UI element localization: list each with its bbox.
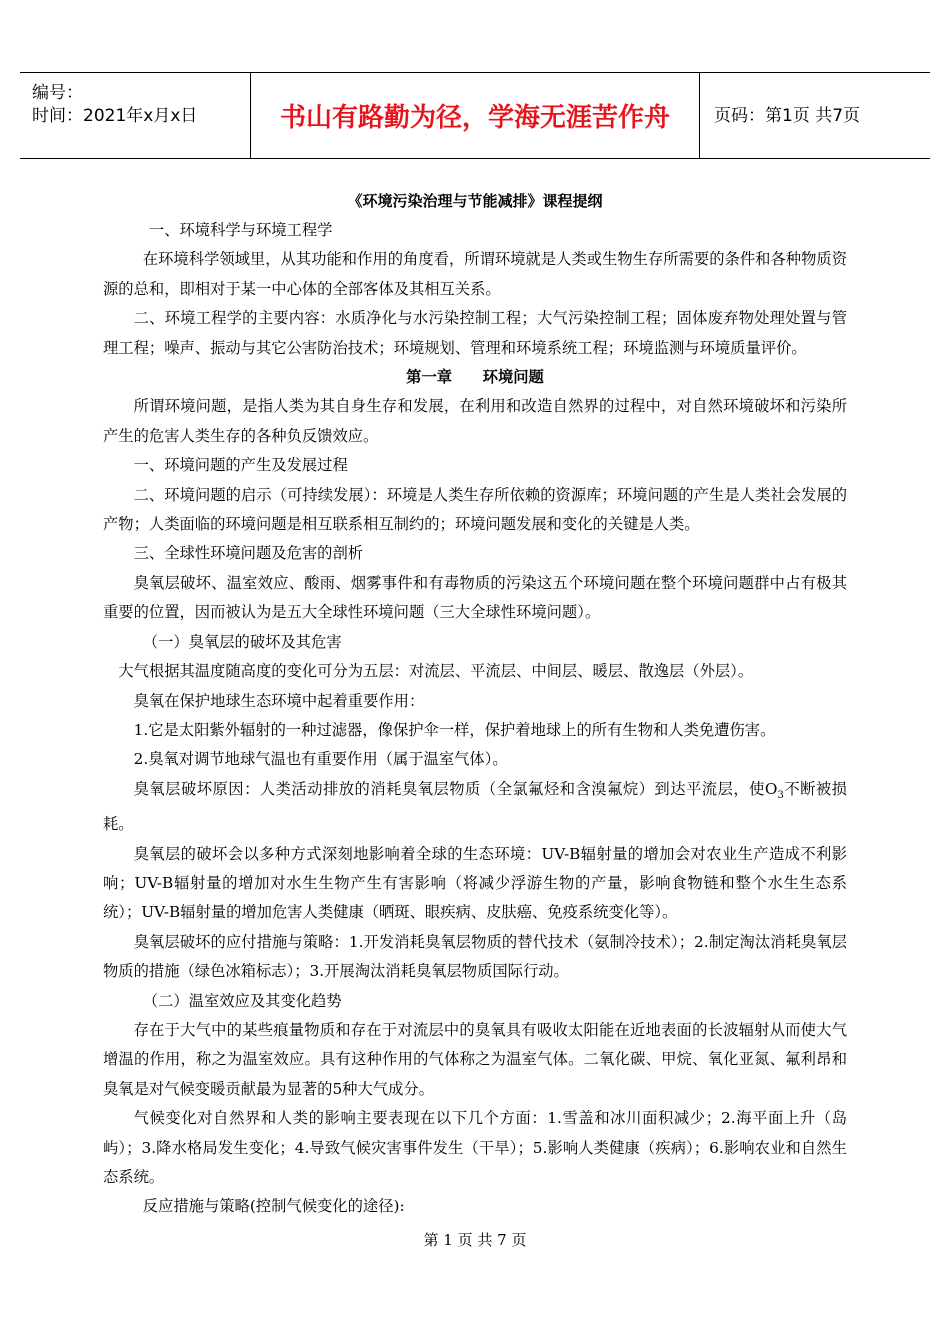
paragraph: 反应措施与策略(控制气候变化的途径): <box>142 1197 405 1216</box>
ozone-cause-text: 臭氧层破坏原因：人类活动排放的消耗臭氧层物质（全氯氟烃和含溴氟烷）到达平流层，使 <box>133 779 765 798</box>
section-heading: 三、全球性环境问题及危害的剖析 <box>133 544 364 563</box>
ozone-subscript: 3 <box>777 789 784 801</box>
paragraph: 臭氧在保护地球生态环境中起着重要作用： <box>133 691 425 710</box>
paragraph: 二、环境问题的启示（可持续发展）：环境是人类生存所依赖的资源库；环境问题的产生是人类社会发展的产物；人类面临的环境问题是相互联系相互制约的；环境问题发展和变化的关键是人类。 <box>103 485 847 534</box>
page-header <box>20 72 930 159</box>
chapter-heading: 第一章 环境问题 <box>406 368 544 387</box>
header-page-code: 页码：第1页 共7页 <box>714 106 861 126</box>
section-heading: 一、环境问题的产生及发展过程 <box>133 456 348 475</box>
header-motto: 书山有路勤为径，学海无涯苦作舟 <box>279 103 670 133</box>
paragraph: 气候变化对自然界和人类的影响主要表现在以下几个方面：1.雪盖和冰川面积减少；2.海平面上升（岛屿）；3.降水格局发生变化；4.导致气候灾害事件发生（干旱）；5.影响人类健康（疾病）；6.影响农业和自然生态系统。 <box>103 1109 847 1187</box>
header-middle-cell <box>251 73 700 158</box>
paragraph: 在环境科学领域里，从其功能和作用的角度看，所谓环境就是人类或生物生存所需要的条件和各种物质资源的总和，即相对于某一中心体的全部客体及其相互关系。 <box>103 250 847 298</box>
paragraph: 臭氧层破坏的应付措施与策略：1.开发消耗臭氧层物质的替代技术（氨制冷技术）；2.制定淘汰消耗臭氧层物质的措施（绿色冰箱标志）；3.开展淘汰消耗臭氧层物质国际行动。 <box>103 932 847 981</box>
paragraph: 臭氧层破坏、温室效应、酸雨、烟雾事件和有毒物质的污染这五个环境问题在整个环境问题群中占有极其重要的位置，因而被认为是五大全球性环境问题（三大全球性环境问题）。 <box>103 573 847 622</box>
paragraph: 臭氧层的破坏会以多种方式深刻地影响着全球的生态环境：UV-B辐射量的增加会对农业生产造成不利影响；UV-B辐射量的增加对水生生物产生有害影响（将减少浮游生物的产量，影响食物链和整个水生生态系统）；UV-B辐射量的增加危害人类健康（晒斑、眼疾病、皮肤癌、免疫系统变化等）。 <box>103 844 847 922</box>
paragraph: 所谓环境问题，是指人类为其自身生存和发展，在利用和改造自然界的过程中，对自然环境破坏和污染所产生的危害人类生存的各种负反馈效应。 <box>103 397 847 445</box>
list-item: 1.它是太阳紫外辐射的一种过滤器，像保护伞一样，保护着地球上的所有生物和人类免遭伤害。 <box>133 720 776 739</box>
list-item: 2.臭氧对调节地球气温也有重要作用（属于温室气体）。 <box>133 750 508 769</box>
paragraph: 二、环境工程学的主要内容：水质净化与水污染控制工程；大气污染控制工程；固体废弃物处理处置与管理工程；噪声、振动与其它公害防治技术；环境规划、管理和环境系统工程；环境监测与环境质量评价。 <box>103 309 847 357</box>
paragraph: 存在于大气中的某些痕量物质和存在于对流层中的臭氧具有吸收太阳能在近地表面的长波辐射从而使大气增温的作用，称之为温室效应。具有这种作用的气体称之为温室气体。二氧化碳、甲烷、氧化亚氮、氟利昂和臭氧是对气候变暖贡献最为显著的5种大气成分。 <box>103 1021 847 1098</box>
page-footer: 第 1 页 共 7 页 <box>423 1231 527 1249</box>
subsection-heading: （二）温室效应及其变化趋势 <box>142 991 342 1010</box>
ozone-cause-tail: 不断被损耗。 <box>103 779 847 834</box>
time-label: 时间：2021年x月x日 <box>32 106 198 126</box>
serial-label: 编号： <box>32 83 83 103</box>
paragraph <box>103 775 847 840</box>
header-right-cell <box>700 73 930 158</box>
paragraph: 大气根据其温度随高度的变化可分为五层：对流层、平流层、中间层、暖层、散逸层（外层）。 <box>118 662 754 681</box>
document-body <box>103 186 847 1222</box>
header-left-cell <box>20 73 251 158</box>
document-title: 《环境污染治理与节能减排》课程提纲 <box>347 192 603 210</box>
subsection-heading: （一）臭氧层的破坏及其危害 <box>142 632 342 651</box>
ozone-symbol: O <box>764 779 778 798</box>
section-heading: 一、环境科学与环境工程学 <box>148 221 333 239</box>
